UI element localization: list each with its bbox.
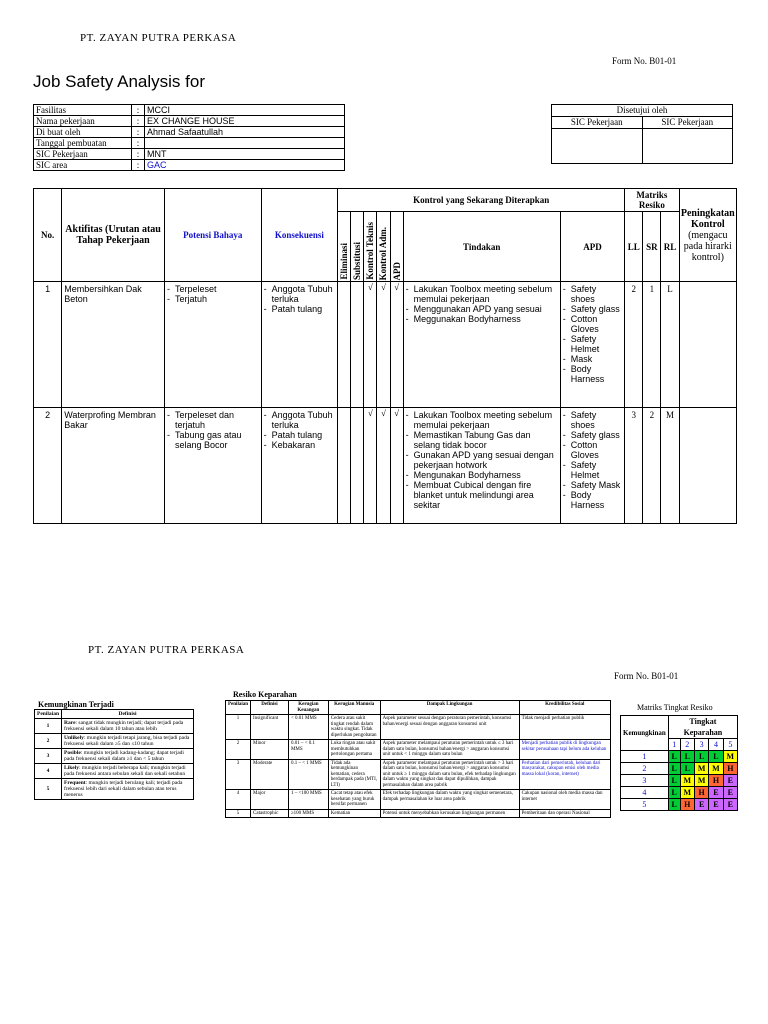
row-check: √: [390, 282, 403, 408]
header-eliminasi: Eliminasi: [339, 243, 350, 280]
info-sep: :: [132, 116, 145, 127]
matrix-col-head: 2: [680, 739, 694, 751]
severity-row: [226, 790, 611, 810]
severity-header: Kerugian Manusia: [328, 701, 380, 715]
header-peningkatan: [679, 189, 736, 282]
severity-cell: 3: [226, 759, 251, 790]
likelihood-term: Rare: [64, 720, 76, 726]
row-rl: M: [661, 408, 679, 524]
row-check: √: [377, 408, 390, 524]
matrix-cell: M: [694, 763, 708, 775]
row-apd-item: - Cotton Gloves: [563, 314, 622, 334]
severity-cell: Luka ringan atau sakit membutuhkan pertolongan pertama: [328, 740, 380, 760]
matrix-cell: H: [680, 799, 694, 811]
row-apd-item: - Cotton Gloves: [563, 440, 622, 460]
approval-col-2: SIC Pekerjaan: [642, 117, 733, 129]
matrix-row: [621, 751, 738, 763]
header-ll: LL: [625, 212, 643, 282]
severity-header: Dampak Lingkungan: [380, 701, 519, 715]
severity-cell: Pemberitaan dan operasi Nasional: [519, 809, 610, 818]
info-row: [34, 160, 345, 171]
severity-row: [226, 740, 611, 760]
info-sep: :: [132, 149, 145, 160]
matrix-row: [621, 775, 738, 787]
row-potensi-item: - Terjatuh: [167, 294, 259, 304]
row-konsekuensi-item: - Patah tulang: [264, 430, 336, 440]
row-konsekuensi-item: - Anggota Tubuh terluka: [264, 410, 336, 430]
approval-table: [551, 104, 733, 164]
severity-header: Kerugian Keuangan: [288, 701, 328, 715]
likelihood-score: 4: [35, 764, 62, 779]
row-aktifitas: Waterprofing Membran Bakar: [62, 408, 165, 524]
info-sep: :: [132, 105, 145, 116]
header-kontrol-teknis: Kontrol Teknis: [365, 222, 376, 280]
matrix-col-head: 5: [723, 739, 737, 751]
row-tindakan-item: - Meggunakan Bodyharness: [406, 314, 558, 324]
likelihood-def: [62, 734, 194, 749]
likelihood-score: 5: [35, 779, 62, 800]
matrix-row-head: 3: [621, 775, 669, 787]
matrix-row: [621, 787, 738, 799]
row-tindakan-item: - Lakukan Toolbox meeting sebelum memulai pekerjaan: [406, 410, 558, 430]
matrix-cell: M: [709, 763, 723, 775]
header-apd-vertical: APD: [391, 261, 402, 280]
info-value: GAC: [145, 160, 345, 171]
info-value: MCCI: [145, 105, 345, 116]
row-rl: L: [661, 282, 679, 408]
row-check: [351, 408, 364, 524]
severity-cell: 4: [226, 790, 251, 810]
row-potensi: [164, 282, 261, 408]
row-aktifitas: Membersihkan Dak Beton: [62, 282, 165, 408]
severity-header: Kredibilitas Sosial: [519, 701, 610, 715]
row-peningkatan: [679, 408, 736, 524]
header-tindakan: Tindakan: [403, 212, 560, 282]
row-tindakan-item: - Gunakan APD yang sesuai dengan pekerjaan hotwork: [406, 450, 558, 470]
header-sr: SR: [643, 212, 661, 282]
approval-title: Disetujui oleh: [552, 105, 733, 117]
row-tindakan-item: - Mengunakan Bodyharness: [406, 470, 558, 480]
jsa-row: [34, 282, 737, 408]
likelihood-score: 2: [35, 734, 62, 749]
row-apd: [560, 282, 624, 408]
matrix-cell: E: [723, 775, 737, 787]
row-tindakan: [403, 408, 560, 524]
likelihood-def: [62, 764, 194, 779]
row-ll: 2: [625, 282, 643, 408]
severity-header: Penilaian: [226, 701, 251, 715]
matrix-row-head: 2: [621, 763, 669, 775]
row-check: [338, 408, 351, 524]
row-sr: 1: [643, 282, 661, 408]
info-label: Fasilitas: [34, 105, 132, 116]
row-tindakan-item: - Memastikan Tabung Gas dan selang tidak bocor: [406, 430, 558, 450]
row-check: √: [390, 408, 403, 524]
row-potensi-item: - Terpeleset: [167, 284, 259, 294]
likelihood-text: : mungkin terjadi tetapi jarang, bisa terjadi pada frekuensi sekali dalam ≥5 dan ≤10 tahun: [64, 735, 190, 747]
severity-cell: < 0.01 MMS: [288, 715, 328, 740]
matrix-title: Matriks Tingkat Resiko: [637, 703, 713, 712]
likelihood-title: Kemungkinan Terjadi: [38, 700, 114, 709]
matrix-row: [621, 763, 738, 775]
likelihood-def: [62, 749, 194, 764]
info-value: MNT: [145, 149, 345, 160]
info-label: SIC Pekerjaan: [34, 149, 132, 160]
severity-cell: Cakupan nasional oleh media massa dan internet: [519, 790, 610, 810]
info-row: [34, 138, 345, 149]
matrix-cell: L: [680, 751, 694, 763]
severity-cell: Tidak ada kemungkinan kematian, cedera berdampak pada (MTI, LTI): [328, 759, 380, 790]
row-potensi-item: - Tabung gas atau selang Bocor: [167, 430, 259, 450]
row-check: √: [377, 282, 390, 408]
matrix-cell: M: [694, 775, 708, 787]
approval-col-1: SIC Pekerjaan: [552, 117, 643, 129]
header-potensi: Potensi Bahaya: [164, 189, 261, 282]
info-value: EX CHANGE HOUSE: [145, 116, 345, 127]
row-apd-item: - Safety glass: [563, 430, 622, 440]
row-konsekuensi-item: - Anggota Tubuh terluka: [264, 284, 336, 304]
likelihood-head-def: Definisi: [62, 710, 194, 719]
row-apd-item: - Body Harness: [563, 364, 622, 384]
severity-title: Resiko Keparahan: [233, 690, 297, 699]
row-apd-item: - Safety Helmet: [563, 334, 622, 354]
likelihood-score: 1: [35, 719, 62, 734]
matrix-cell: E: [709, 799, 723, 811]
likelihood-term: Frequent: [64, 780, 86, 786]
row-check: √: [364, 408, 377, 524]
severity-cell: Minor: [251, 740, 289, 760]
header-matriks: Matriks Resiko: [625, 189, 679, 212]
severity-cell: 1: [226, 715, 251, 740]
matrix-cell: L: [668, 751, 680, 763]
matrix-col-head: 3: [694, 739, 708, 751]
severity-header-row: [226, 701, 611, 715]
likelihood-text: : mungkin terjadi berulang kali; terjadi pada frekuensi lebih dari sekali dalam sebulan atau terus menerus: [64, 780, 183, 798]
matrix-row-head: 1: [621, 751, 669, 763]
peningkatan-sub: (mengacu pada hirarki kontrol): [683, 229, 732, 263]
info-row: [34, 116, 345, 127]
info-label: Di buat oleh: [34, 127, 132, 138]
row-no: 1: [34, 282, 62, 408]
severity-cell: 0.01 – < 0.1 MMS: [288, 740, 328, 760]
row-apd-item: - Safety shoes: [563, 410, 622, 430]
severity-cell: 5: [226, 809, 251, 818]
info-row: [34, 127, 345, 138]
header-rl: RL: [661, 212, 679, 282]
matrix-cell: L: [668, 775, 680, 787]
severity-cell: 2: [226, 740, 251, 760]
matrix-cell: L: [694, 751, 708, 763]
header-konsekuensi: Konsekuensi: [261, 189, 338, 282]
form-number: Form No. B01-01: [612, 56, 677, 66]
matrix-cell: H: [709, 775, 723, 787]
jsa-row: [34, 408, 737, 524]
approval-signature-2: [642, 129, 733, 164]
row-peningkatan: [679, 282, 736, 408]
header-kontrol-group: Kontrol yang Sekarang Diterapkan: [338, 189, 625, 212]
row-apd: [560, 408, 624, 524]
severity-cell: Insignificant: [251, 715, 289, 740]
row-potensi: [164, 408, 261, 524]
severity-cell: Efek terhadap lingkungan dalam waktu yang singkat semenetara, dampak permasalahan ke luar area pabrik: [380, 790, 519, 810]
row-check: [338, 282, 351, 408]
row-no: 2: [34, 408, 62, 524]
likelihood-text: : sangat tidak mungkin terjadi; dapat terjadi pada frekuensi sekali dalam 10 tahun atau lebih: [64, 720, 184, 732]
row-konsekuensi-item: - Patah tulang: [264, 304, 336, 314]
row-tindakan-item: - Menggunakan APD yang sesuai: [406, 304, 558, 314]
row-konsekuensi: [261, 282, 338, 408]
matrix-row-head: 4: [621, 787, 669, 799]
severity-cell: ≥100 MMS: [288, 809, 328, 818]
row-check: √: [364, 282, 377, 408]
row-konsekuensi-item: - Kebakaran: [264, 440, 336, 450]
severity-cell: Kematian: [328, 809, 380, 818]
row-apd-item: - Safety shoes: [563, 284, 622, 304]
matrix-severity-label: Tingkat Keparahan: [668, 716, 737, 739]
approval-signature-1: [552, 129, 643, 164]
row-apd-item: - Body Harness: [563, 490, 622, 510]
severity-cell: Perhatian dari pemerintah, keluhan dari masyarakat, cakupan emisi oleh media massa lokal (koran, internet): [519, 759, 610, 790]
severity-cell: Menjadi perhatian publik di lingkungan sekitar perusahaan tapi belum ada keluhan: [519, 740, 610, 760]
info-sep: :: [132, 138, 145, 149]
header-kontrol-adm: Kontrol Adm.: [378, 226, 389, 280]
severity-cell: Potensi untuk menyebabkan kerusakan lingkungan permanen: [380, 809, 519, 818]
likelihood-row: [35, 749, 194, 764]
likelihood-def: [62, 719, 194, 734]
severity-row: [226, 759, 611, 790]
info-sep: :: [132, 127, 145, 138]
likelihood-term: Unlikely: [64, 735, 84, 741]
matrix-cell: M: [723, 751, 737, 763]
likelihood-row: [35, 764, 194, 779]
matrix-col-head: 1: [668, 739, 680, 751]
severity-header: Definisi: [251, 701, 289, 715]
header-aktifitas: Aktifitas (Urutan atau Tahap Pekerjaan: [62, 189, 165, 282]
row-apd-item: - Mask: [563, 354, 622, 364]
likelihood-def: [62, 779, 194, 800]
likelihood-term: Posible: [64, 750, 81, 756]
info-sep: :: [132, 160, 145, 171]
row-apd-item: - Safety Helmet: [563, 460, 622, 480]
row-apd-item: - Safety glass: [563, 304, 622, 314]
header-no: No.: [34, 189, 62, 282]
matrix-cell: M: [680, 787, 694, 799]
severity-cell: Cacat tetap atau efek kesehatan yang buruk bersifat permanen: [328, 790, 380, 810]
severity-cell: 1 – <100 MMS: [288, 790, 328, 810]
row-check: [351, 282, 364, 408]
jsa-table: [33, 188, 737, 524]
info-label: SIC area: [34, 160, 132, 171]
matrix-corner: Kemungkinan: [621, 716, 669, 751]
likelihood-row: [35, 719, 194, 734]
matrix-cell: L: [668, 763, 680, 775]
row-tindakan-item: - Lakukan Toolbox meeting sebelum memulai pekerjaan: [406, 284, 558, 304]
severity-row: [226, 715, 611, 740]
likelihood-table: [34, 709, 194, 800]
row-potensi-item: - Terpeleset dan terjatuh: [167, 410, 259, 430]
likelihood-term: Likely: [64, 765, 79, 771]
matrix-cell: E: [723, 799, 737, 811]
info-row: [34, 149, 345, 160]
severity-cell: Cedera atau sakit tingkat rendah dalam waktu singkat. Tidak diperlukan pengobatan: [328, 715, 380, 740]
peningkatan-title: Peningkatan Kontrol: [680, 207, 735, 230]
matrix-cell: E: [694, 799, 708, 811]
severity-cell: Aspek parameter sesuai dengan peraturan pemerintah, konsumsi bahan/energi sesuai dengan anggaran konsumsi unit: [380, 715, 519, 740]
severity-table: [225, 700, 611, 818]
likelihood-text: : mungkin terjadi beberapa kali; mungkin terjadi pada frekuensi antara sebulan sekali dan sekali setahun: [64, 765, 186, 777]
matrix-cell: L: [709, 751, 723, 763]
matrix-row: [621, 799, 738, 811]
info-value: [145, 138, 345, 149]
matrix-cell: M: [680, 775, 694, 787]
severity-cell: Aspek parameter melampaui peraturan pemerintah untuk ≤ 3 hari dalam satu bulan, konsumsi bahan/energi > anggaran konsumsi unit untuk < 1 minggu dalam satu bulan: [380, 740, 519, 760]
matrix-cell: H: [723, 763, 737, 775]
severity-cell: Moderate: [251, 759, 289, 790]
matrix-cell: E: [723, 787, 737, 799]
info-row: [34, 105, 345, 116]
matrix-row-head: 5: [621, 799, 669, 811]
row-sr: 2: [643, 408, 661, 524]
matrix-cell: L: [680, 763, 694, 775]
matrix-cell: L: [668, 787, 680, 799]
likelihood-text: : mungkin terjadi kadang-kadang; dapat terjadi pada frekuensi sekali dalam ≥1 dan < 5 tahun: [64, 750, 184, 762]
matrix-cell: H: [694, 787, 708, 799]
header-apd: APD: [560, 212, 624, 282]
likelihood-row: [35, 779, 194, 800]
row-apd-item: - Safety Mask: [563, 480, 622, 490]
severity-cell: Catastrophic: [251, 809, 289, 818]
risk-matrix: [620, 715, 738, 811]
row-tindakan: [403, 282, 560, 408]
row-tindakan-item: - Membuat Cubical dengan fire blanket untuk melindungi area sekitar: [406, 480, 558, 510]
matrix-cell: E: [709, 787, 723, 799]
matrix-cell: L: [668, 799, 680, 811]
likelihood-score: 3: [35, 749, 62, 764]
row-ll: 3: [625, 408, 643, 524]
company-name: PT. ZAYAN PUTRA PERKASA: [80, 32, 237, 44]
severity-cell: Major: [251, 790, 289, 810]
matrix-col-head: 4: [709, 739, 723, 751]
info-label: Tanggal pembuatan: [34, 138, 132, 149]
company-name-2: PT. ZAYAN PUTRA PERKASA: [88, 644, 245, 656]
likelihood-row: [35, 734, 194, 749]
document-title: Job Safety Analysis for: [33, 72, 205, 91]
header-substitusi: Substitusi: [352, 241, 363, 280]
info-label: Nama pekerjaan: [34, 116, 132, 127]
severity-cell: 0.1 – < 1 MMS: [288, 759, 328, 790]
severity-cell: Aspek parameter melampaui peraturan pemerintah untuk > 3 hari dalam satu bulan, konsumsi bahan/energi > anggaran konsumsi unit untuk ≥ 1 minggu dalam satu bulan, efek terhadap lingkungan dalam waktu yang singkat dan dapat dipulihkan, dampak permasalahan dalam area pabrik: [380, 759, 519, 790]
info-table: [33, 104, 345, 171]
likelihood-head-score: Penilaian: [35, 710, 62, 719]
severity-row: [226, 809, 611, 818]
row-konsekuensi: [261, 408, 338, 524]
severity-cell: Tidak menjadi perhatian publik: [519, 715, 610, 740]
info-value: Ahmad Safaatullah: [145, 127, 345, 138]
form-number-2: Form No. B01-01: [614, 671, 679, 681]
